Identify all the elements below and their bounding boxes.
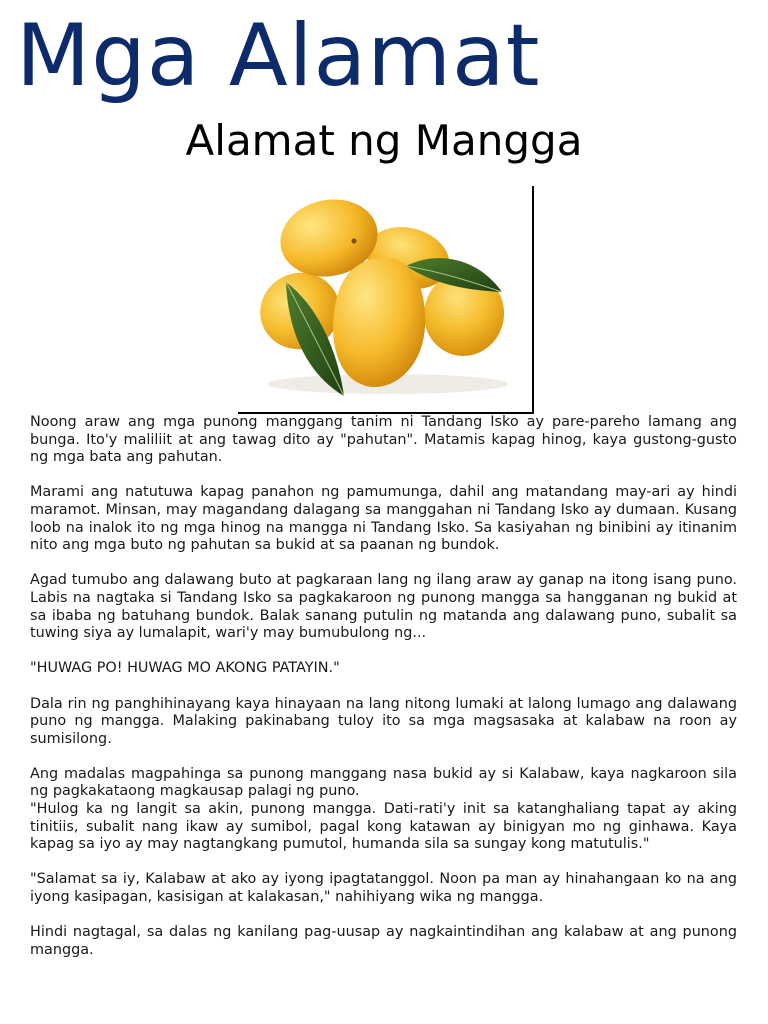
paragraph: Dala rin ng panghihinayang kaya hinayaan na lang nitong lumaki at lalong lumago ang dalawang puno ng mangga. Malaking pakinabang tuloy ito sa mga magsasaka at kalabaw na roon ay sumisilong. xyxy=(30,695,737,747)
image-frame-right-border xyxy=(532,186,534,414)
story-title: Alamat ng Mangga xyxy=(185,116,583,165)
paragraph: "HUWAG PO! HUWAG MO AKONG PATAYIN." xyxy=(30,660,340,677)
paragraph: Agad tumubo ang dalawang buto at pagkaraan lang ng ilang araw ay ganap na itong isang puno. Labis na nagtaka si Tandang Isko sa pagkakaroon ng punong mangga sa hangganan ng bukid at sa ibaba ng batuhang bundok. Balak sanang putulin ng matanda ang dalawang puno, subalit sa tuwing siya ay lumalapit, wari'y may bumubulong ng... xyxy=(30,572,737,642)
paragraph: Hindi nagtagal, sa dalas ng kanilang pag-uusap ay nagkaintindihan ang kalabaw at ang punong mangga. xyxy=(30,924,737,958)
paragraph: Marami ang natutuwa kapag panahon ng pamumunga, dahil ang matandang may-ari ay hindi maramot. Minsan, may magandang dalagang sa manggahan ni Tandang Isko ay dumaan. Kusang loob na inalok ito ng mga hinog na mangga ni Tandang Isko. Sa kasiyahan ng binibini ay itinanim nito ang mga buto ng pahutan sa bukid at sa paanan ng bundok. xyxy=(30,484,737,554)
paragraph: Noong araw ang mga punong manggang tanim ni Tandang Isko ay pare-pareho lamang ang bunga. Ito'y maliliit at ang tawag dito ay "pahutan". Matamis kapag hinog, kaya gustong-gusto ng mga bata ang pahutan. xyxy=(30,414,737,466)
paragraph: Ang madalas magpahinga sa punong manggang nasa bukid ay si Kalabaw, kaya nagkaroon sila ng pagkakataong magkausap palagi ng puno. xyxy=(30,765,737,800)
story-body xyxy=(30,414,737,977)
series-title: Mga Alamat xyxy=(16,6,541,106)
mango-image xyxy=(238,186,534,414)
paragraph: "Salamat sa iy, Kalabaw at ako ay iyong ipagtatanggol. Noon pa man ay hinahangaan ko na ang iyong kasipagan, kasisigan at kalakasan," nahihiyang wika ng mangga. xyxy=(30,871,737,906)
paragraph: "Hulog ka ng langit sa akin, punong mangga. Dati-rati'y init sa katanghaliang tapat ay aking tinitiis, subalit nang ikaw ay sumibol, pagal kong katawan ay binigyan mo ng ginhawa. Kaya kapag sa iyo ay may nagtangkang pumutol, humanda sila sa sungay kong matutulis." xyxy=(30,801,737,853)
mango-illustration xyxy=(238,186,534,414)
